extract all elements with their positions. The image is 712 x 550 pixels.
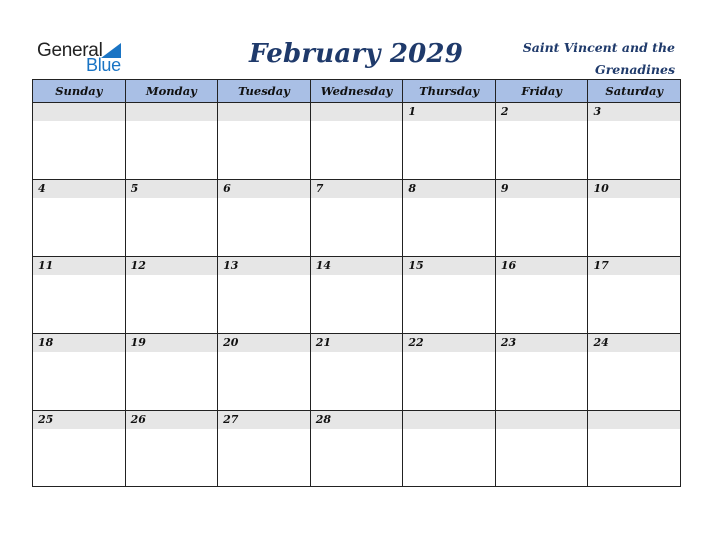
day-cell[interactable] [496, 103, 589, 179]
weekday-monday: Monday [126, 80, 219, 102]
day-number: 6 [218, 180, 310, 198]
day-cell[interactable] [403, 180, 496, 256]
country-name: Saint Vincent and the Grenadines [522, 40, 675, 77]
day-cell[interactable] [403, 411, 496, 487]
day-number: 13 [218, 257, 310, 275]
day-cell[interactable] [126, 180, 219, 256]
calendar-title: February 2029 [248, 39, 464, 69]
day-cell[interactable] [33, 411, 126, 487]
day-number: 3 [588, 103, 680, 121]
day-number: 27 [218, 411, 310, 429]
day-number: 12 [126, 257, 218, 275]
day-cell[interactable] [126, 334, 219, 410]
weekday-header-row [33, 80, 680, 103]
day-number [33, 103, 125, 121]
day-cell[interactable] [126, 411, 219, 487]
day-number: 5 [126, 180, 218, 198]
day-cell[interactable] [218, 103, 311, 179]
day-cell[interactable] [311, 334, 404, 410]
day-number [403, 411, 495, 429]
day-number: 4 [33, 180, 125, 198]
week-row [33, 180, 680, 257]
day-number: 26 [126, 411, 218, 429]
day-cell[interactable] [496, 180, 589, 256]
logo-general-text: General [37, 40, 103, 61]
day-number: 24 [588, 334, 680, 352]
day-number: 18 [33, 334, 125, 352]
weeks-container [33, 103, 680, 487]
day-number [311, 103, 403, 121]
day-cell[interactable] [403, 103, 496, 179]
day-cell[interactable] [311, 180, 404, 256]
day-cell[interactable] [588, 180, 680, 256]
day-cell[interactable] [218, 411, 311, 487]
weekday-friday: Friday [496, 80, 589, 102]
day-cell[interactable] [218, 180, 311, 256]
weekday-sunday: Sunday [33, 80, 126, 102]
day-cell[interactable] [588, 334, 680, 410]
day-number: 19 [126, 334, 218, 352]
day-number: 9 [496, 180, 588, 198]
day-number: 28 [311, 411, 403, 429]
day-number: 10 [588, 180, 680, 198]
day-number: 25 [33, 411, 125, 429]
day-cell[interactable] [126, 103, 219, 179]
day-cell[interactable] [403, 257, 496, 333]
day-number: 15 [403, 257, 495, 275]
day-number [126, 103, 218, 121]
weekday-tuesday: Tuesday [218, 80, 311, 102]
day-cell[interactable] [33, 103, 126, 179]
day-number: 2 [496, 103, 588, 121]
day-cell[interactable] [311, 411, 404, 487]
day-number: 8 [403, 180, 495, 198]
day-cell[interactable] [496, 411, 589, 487]
day-number: 16 [496, 257, 588, 275]
day-number: 1 [403, 103, 495, 121]
generalblue-logo [37, 40, 129, 74]
day-number: 7 [311, 180, 403, 198]
week-row [33, 103, 680, 180]
day-cell[interactable] [496, 334, 589, 410]
week-row [33, 411, 680, 487]
day-number: 23 [496, 334, 588, 352]
day-number [588, 411, 680, 429]
day-number: 17 [588, 257, 680, 275]
week-row [33, 257, 680, 334]
day-number: 22 [403, 334, 495, 352]
weekday-wednesday: Wednesday [311, 80, 404, 102]
day-number: 20 [218, 334, 310, 352]
day-number: 14 [311, 257, 403, 275]
day-cell[interactable] [403, 334, 496, 410]
day-number [496, 411, 588, 429]
day-number: 11 [33, 257, 125, 275]
day-cell[interactable] [311, 103, 404, 179]
day-cell[interactable] [218, 257, 311, 333]
weekday-thursday: Thursday [403, 80, 496, 102]
day-cell[interactable] [126, 257, 219, 333]
day-cell[interactable] [588, 103, 680, 179]
calendar-grid [32, 79, 681, 487]
day-cell[interactable] [311, 257, 404, 333]
day-cell[interactable] [588, 257, 680, 333]
week-row [33, 334, 680, 411]
day-cell[interactable] [496, 257, 589, 333]
day-cell[interactable] [588, 411, 680, 487]
day-number [218, 103, 310, 121]
weekday-saturday: Saturday [605, 84, 664, 98]
day-cell[interactable] [33, 257, 126, 333]
day-cell[interactable] [33, 334, 126, 410]
day-number: 21 [311, 334, 403, 352]
logo-blue-text: Blue [86, 55, 121, 75]
day-cell[interactable] [33, 180, 126, 256]
day-cell[interactable] [218, 334, 311, 410]
